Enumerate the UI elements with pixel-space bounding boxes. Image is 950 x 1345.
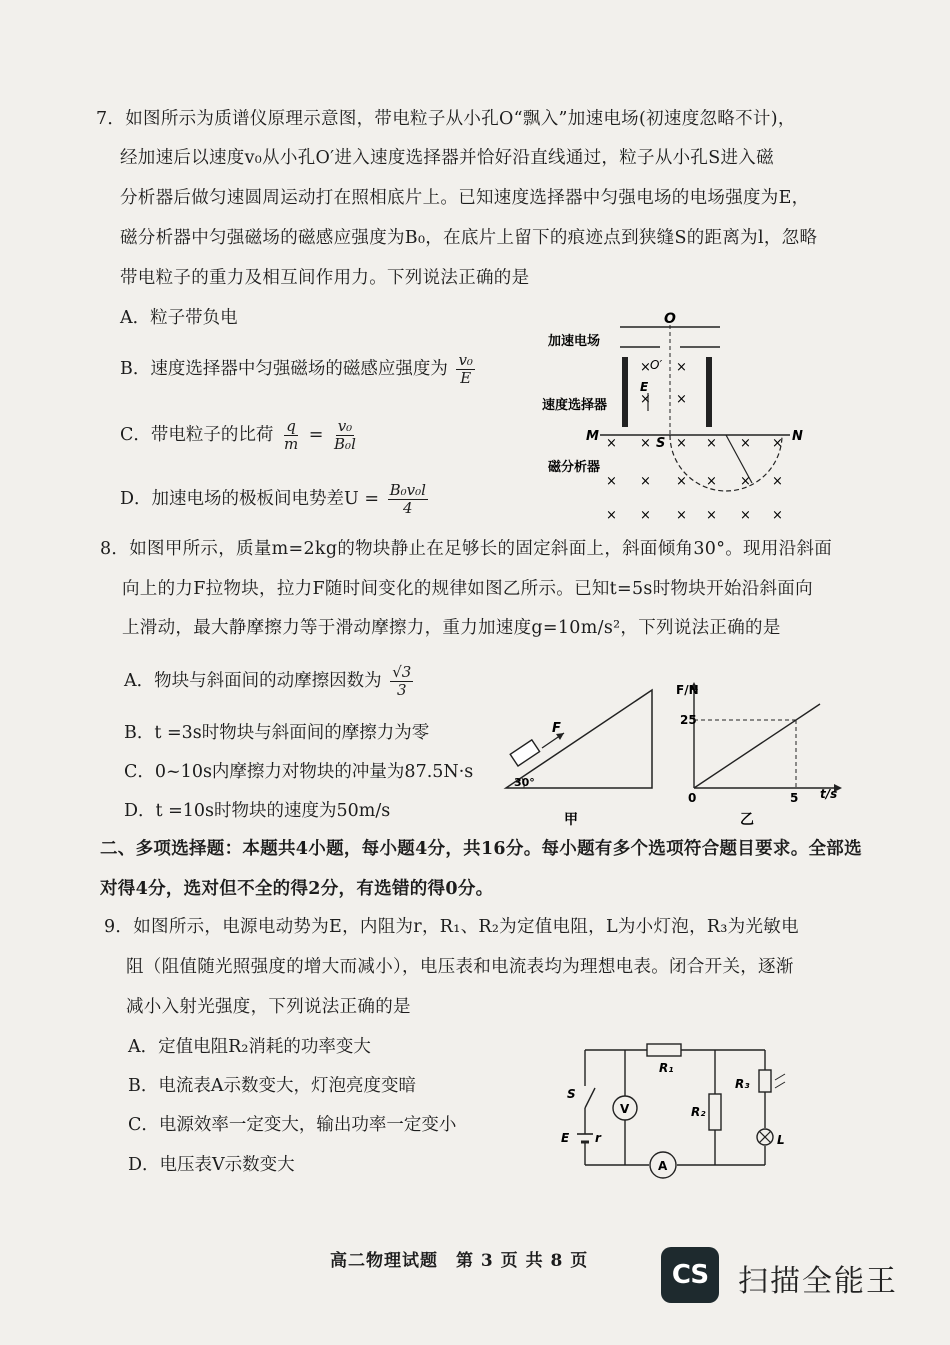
- incline-triangle: [506, 690, 652, 788]
- label-s: S: [656, 436, 666, 451]
- mass-spectrometer-figure: [540, 305, 830, 530]
- label-n: N: [792, 429, 803, 444]
- q7-line-3: 分析器后做匀速圆周运动打在照相底片上。已知速度选择器中匀强电场的电场强度为E，: [120, 188, 810, 208]
- label-o: O: [664, 311, 676, 327]
- label-v: V: [620, 1102, 630, 1116]
- svg-text:×: ×: [676, 474, 687, 489]
- q7-option-c-text: C．带电粒子的比荷: [120, 425, 274, 445]
- photoresistor-r3: [759, 1070, 771, 1092]
- x-tick-5: 5: [790, 791, 799, 805]
- q8-option-a-text: A．物块与斜面间的动摩擦因数为: [124, 671, 382, 691]
- force-line: [694, 704, 820, 788]
- camscanner-text: 扫描全能王: [738, 1264, 898, 1299]
- camscanner-logo: CS: [661, 1247, 719, 1303]
- label-r2: R₂: [691, 1105, 706, 1119]
- q8-line-3: 上滑动，最大静摩擦力等于滑动摩擦力，重力加速度g=10m/s²，下列说法正确的是: [122, 618, 781, 638]
- label-f: F: [552, 721, 561, 736]
- light-arrow-icon: [775, 1082, 785, 1088]
- label-o-prime: O′: [650, 358, 663, 372]
- q8-option-c: C．0~10s内摩擦力对物块的冲量为87.5N·s: [124, 762, 474, 782]
- svg-text:×: ×: [706, 474, 717, 489]
- light-arrow-icon: [775, 1074, 785, 1080]
- fraction-denominator: E: [460, 369, 472, 387]
- svg-text:×: ×: [772, 474, 783, 489]
- q9-option-b: B．电流表A示数变大，灯泡亮度变暗: [128, 1076, 416, 1096]
- equals-sign: =: [308, 425, 324, 445]
- label-s: S: [567, 1087, 576, 1101]
- svg-text:×: ×: [772, 508, 783, 523]
- q9-option-d: D．电压表V示数变大: [128, 1155, 295, 1175]
- resistor-r1: [647, 1044, 681, 1056]
- svg-text:×: ×: [706, 508, 717, 523]
- caption-jia: 甲: [564, 812, 578, 828]
- magnetic-field-crosses: [606, 436, 783, 523]
- fraction-denominator: 4: [402, 499, 413, 517]
- q7-option-c-lhs: [282, 418, 300, 453]
- fraction-denominator: 3: [397, 681, 407, 699]
- label-r: r: [595, 1131, 601, 1145]
- svg-text:×: ×: [706, 436, 717, 451]
- caption-yi: 乙: [740, 812, 754, 828]
- cross-mark: ×: [640, 360, 651, 375]
- q8-option-b: B．t =3s时物块与斜面间的摩擦力为零: [124, 723, 430, 743]
- q7-option-b-fraction: [456, 352, 475, 387]
- section-2-line-2: 对得4分，选对但不全的得2分，有选错的得0分。: [100, 879, 494, 899]
- y-tick-25: 25: [680, 713, 697, 727]
- selector-plate-left: [622, 357, 628, 427]
- svg-text:×: ×: [676, 436, 687, 451]
- q8-option-d: D．t =10s时物块的速度为50m/s: [124, 801, 391, 821]
- q7-line-1: 7．如图所示为质谱仪原理示意图，带电粒子从小孔O“飘入”加速电场(初速度忽略不计)，: [96, 109, 796, 129]
- selector-plate-right: [706, 357, 712, 427]
- svg-text:×: ×: [676, 508, 687, 523]
- q7-option-d-text: D．加速电场的极板间电势差U =: [120, 489, 380, 509]
- svg-text:×: ×: [640, 474, 651, 489]
- label-accel-field: 加速电场: [548, 334, 601, 349]
- q7-option-d: [120, 482, 431, 517]
- label-e: E: [640, 380, 649, 394]
- q7-option-b-text: B．速度选择器中匀强磁场的磁感应强度为: [120, 359, 448, 379]
- resistor-r2: [709, 1094, 721, 1130]
- q8-line-1: 8．如图甲所示，质量m=2kg的物块静止在足够长的固定斜面上，斜面倾角30°。现用沿斜面: [100, 539, 833, 559]
- fraction-numerator: v₀: [458, 351, 473, 369]
- cross-mark: ×: [676, 392, 687, 407]
- q8-line-2: 向上的力F拉物块，拉力F随时间变化的规律如图乙所示。已知t=5s时物块开始沿斜面向: [122, 579, 813, 599]
- q7-line-5: 带电粒子的重力及相互间作用力。下列说法正确的是: [120, 268, 530, 288]
- fraction-numerator: B₀v₀l: [389, 481, 426, 499]
- force-time-graph: [670, 680, 850, 830]
- q7-line-2: 经加速后以速度v₀从小孔O′进入速度选择器并恰好沿直线通过，粒子从小孔S进入磁: [120, 148, 774, 168]
- section-2-line-1: 二、多项选择题：本题共4小题，每小题4分，共16分。每小题有多个选项符合题目要求。全部选: [100, 839, 862, 859]
- q7-option-a: A．粒子带负电: [120, 308, 238, 328]
- origin-label: 0: [688, 791, 697, 805]
- x-axis-label: t/s: [820, 787, 838, 801]
- q9-option-c: C．电源效率一定变大，输出功率一定变小: [128, 1115, 457, 1135]
- q9-line-3: 减小入射光强度，下列说法正确的是: [126, 997, 411, 1017]
- y-axis-label: F/N: [676, 683, 699, 697]
- q9-line-2: 阻（阻值随光照强度的增大而减小），电压表和电流表均为理想电表。闭合开关，逐渐: [126, 957, 794, 977]
- svg-text:×: ×: [740, 436, 751, 451]
- label-velocity-selector: 速度选择器: [542, 398, 608, 413]
- svg-text:×: ×: [606, 436, 617, 451]
- label-m: M: [586, 429, 599, 444]
- q7-option-c-rhs: [332, 418, 358, 453]
- svg-text:×: ×: [772, 436, 783, 451]
- label-e: E: [561, 1131, 570, 1145]
- svg-text:×: ×: [606, 508, 617, 523]
- svg-text:×: ×: [740, 508, 751, 523]
- label-a: A: [658, 1159, 668, 1173]
- q8-option-a-fraction: [390, 664, 413, 699]
- q8-option-a: [124, 664, 416, 699]
- svg-text:×: ×: [640, 508, 651, 523]
- fraction-denominator: m: [283, 435, 299, 453]
- fraction-numerator: q: [286, 417, 296, 435]
- q7-line-4: 磁分析器中匀强磁场的磁感应强度为B₀，在底片上留下的痕迹点到狭缝S的距离为l，忽略: [120, 228, 818, 248]
- svg-text:×: ×: [606, 474, 617, 489]
- q7-option-c: [120, 418, 361, 453]
- label-r1: R₁: [659, 1061, 674, 1075]
- svg-text:×: ×: [740, 474, 751, 489]
- label-r3: R₃: [735, 1077, 750, 1091]
- label-angle: 30°: [514, 776, 535, 789]
- incline-figure: [490, 680, 660, 830]
- svg-text:×: ×: [640, 436, 651, 451]
- fraction-denominator: B₀l: [334, 435, 356, 453]
- cross-mark: ×: [676, 360, 687, 375]
- q9-line-1: 9．如图所示，电源电动势为E，内阻为r，R₁、R₂为定值电阻，L为小灯泡，R₃为光敏电: [104, 917, 799, 937]
- block: [510, 740, 539, 766]
- fraction-numerator: v₀: [337, 417, 353, 435]
- q7-option-b: [120, 352, 478, 387]
- q9-option-a: A．定值电阻R₂消耗的功率变大: [128, 1037, 371, 1057]
- q7-option-d-fraction: [388, 482, 428, 517]
- label-magnetic-analyzer: 磁分析器: [548, 460, 601, 475]
- cross-mark: ×: [640, 392, 651, 407]
- label-l: L: [777, 1133, 785, 1147]
- circuit-figure: [555, 1030, 795, 1190]
- page-footer: 高二物理试题 第 3 页 共 8 页: [330, 1251, 589, 1271]
- fraction-numerator: √3: [392, 663, 412, 681]
